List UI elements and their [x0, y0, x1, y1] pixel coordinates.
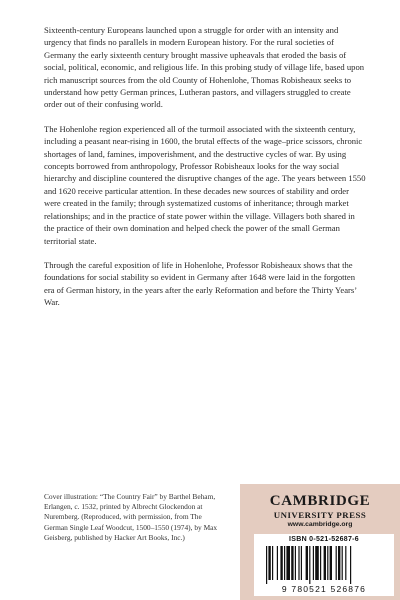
description-paragraph-3: Through the careful exposition of life in Hohenlohe, Professor Robisheaux shows that the foundations for social stability so evident in Germany after 1648 were laid in the forgotten era of German history, in the years after the early Reformation and before the Thirty Years’ War.	[44, 259, 357, 308]
barcode-icon	[264, 546, 384, 584]
barcode-digits: 9 780521 526876	[281, 584, 367, 594]
publisher-name: CAMBRIDGE	[269, 493, 371, 509]
description-paragraph-1: Sixteenth-century Europeans launched upon a struggle for order with an intensity and urgency that finds no parallels in modern European history. For the rural societies of Germany the early sixteenth century brought massive upheavals that eroded the basis of social, political, economic, and religious life. In this probing study of village life, based upon rich manuscript sources from the old County of Hohenlohe, Thomas Robisheaux seeks to understand how petty German princes, Lutheran pastors, and villagers struggled to create order out of their confusing world.	[44, 25, 365, 110]
publisher-subtitle: UNIVERSITY PRESS	[273, 510, 367, 520]
isbn-label: ISBN 0-521-52687-6	[289, 536, 359, 543]
barcode-panel	[254, 534, 394, 596]
cover-illustration-credit: Cover illustration: “The Country Fair” by Barthel Beham, Erlangen, c. 1532, printed by Albrecht Glockendon at Nuremberg. (Reproduced, with permission, from The German Single Leaf Woodcut, 1500–1550 (1974), by Max Geisberg, published by Hacker Art Books, Inc.)	[44, 492, 218, 542]
publisher-box	[240, 484, 400, 600]
description-paragraph-2: The Hohenlohe region experienced all of the turmoil associated with the sixteenth century, including a peasant near-rising in 1600, the brutal effects of the wage–price scissors, chronic shortages of land, famines, impoverishment, and the destructive cycles of war. By using concepts borrowed from anthropology, Professor Robisheaux looks for the way social hierarchy and discipline countered the disruptive changes of the age. The years between 1550 and 1620 receive particular attention. In these decades new sources of stability and order were created in the family; through systematized customs of inheritance; through market relationships; and in the practice of state power within the village. Villagers both shared in the practice of their own domination and helped check the power of the small German territorial state.	[44, 123, 366, 246]
book-description	[44, 24, 366, 321]
publisher-url: www.cambridge.org	[287, 521, 353, 528]
